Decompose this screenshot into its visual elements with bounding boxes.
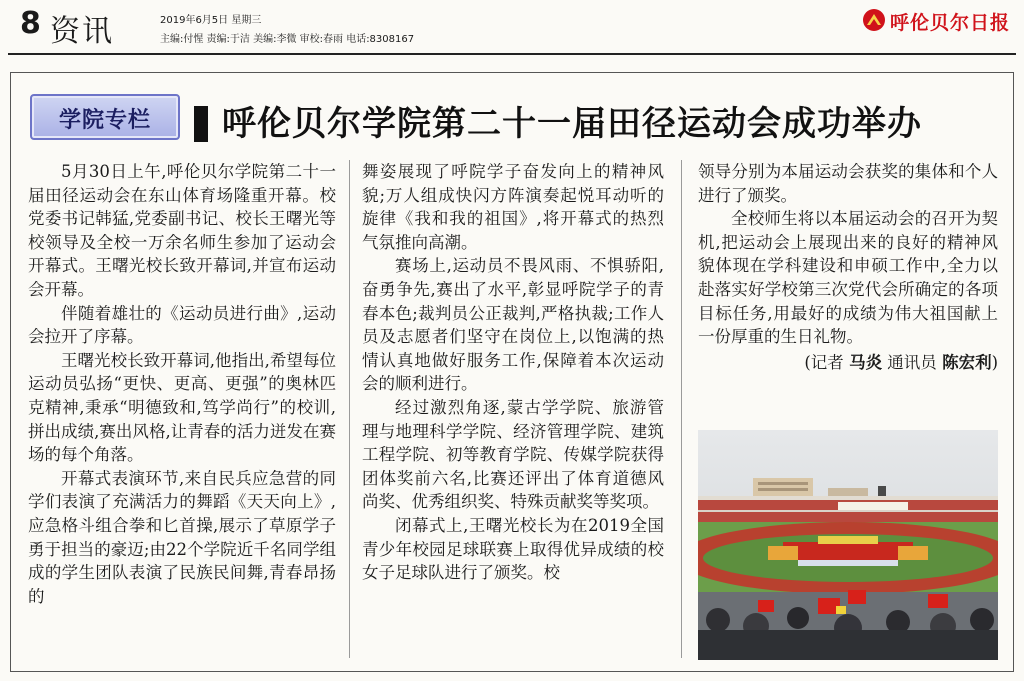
paragraph: 伴随着雄壮的《运动员进行曲》,运动会拉开了序幕。 — [28, 303, 336, 347]
byline-open: (记者 — [804, 352, 850, 372]
correspondent-name: 陈宏利 — [942, 352, 992, 372]
paragraph: 开幕式表演环节,来自民兵应急营的同学们表演了充满活力的舞蹈《天天向上》,应急格斗组合拳和匕首操,展示了草原学子勇于担当的豪迈;由22个学院近千名同学组成的学生团队表演了民族民间舞,青春昂扬的 — [28, 468, 336, 606]
article-byline — [698, 351, 998, 375]
article-column-3 — [698, 160, 998, 374]
stadium-opening-ceremony-photo — [698, 430, 998, 660]
newspaper-logo[interactable] — [862, 6, 1012, 36]
headline-marker — [194, 106, 208, 142]
paragraph: 领导分别为本届运动会获奖的集体和个人进行了颁奖。 — [698, 162, 998, 205]
paragraph: 闭幕式上,王曙光校长为在2019全国青少年校园足球联赛上取得优异成绩的校女子足球队进行了颁奖。校 — [362, 515, 664, 583]
section-name: 资讯 — [50, 14, 114, 49]
newspaper-name: 呼伦贝尔日报 — [890, 12, 1011, 34]
column-divider — [681, 160, 682, 658]
byline-middle: 通讯员 — [882, 352, 943, 372]
article-headline: 呼伦贝尔学院第二十一届田径运动会成功举办 — [222, 104, 922, 144]
column-tag-label: 学院专栏 — [58, 107, 151, 133]
paragraph: 王曙光校长致开幕词,他指出,希望每位运动员弘扬“更快、更高、更强”的奥林匹克精神,秉承“明德致和,笃学尚行”的校训,拼出成绩,赛出风格,让青春的活力迸发在赛场的每个角落。 — [28, 350, 336, 465]
reporter-name: 马炎 — [849, 352, 883, 372]
paragraph: 5月30日上午,呼伦贝尔学院第二十一届田径运动会在东山体育场隆重开幕。校党委书记韩猛,党委副书记、校长王曙光等校领导及全校一万余名师生参加了运动会开幕式。王曙光校长致开幕词,并宣布运动会开幕。 — [28, 162, 336, 299]
page-number: 8 — [20, 6, 41, 41]
paragraph: 经过激烈角逐,蒙古学学院、旅游管理与地理科学学院、经济管理学院、建筑工程学院、初等教育学院、传媒学院获得团体奖前六名,比赛还评出了体育道德风尚奖、优秀组织奖、特殊贡献奖等奖项。 — [362, 397, 664, 512]
article-column-1 — [28, 160, 336, 608]
issue-date: 2019年6月5日 星期三 — [160, 15, 262, 26]
article-column-2 — [362, 160, 664, 585]
header-divider — [8, 53, 1016, 55]
paragraph: 舞姿展现了呼院学子奋发向上的精神风貌;万人组成快闪方阵演奏起悦耳动听的旋律《我和我的祖国》,将开幕式的热烈气氛推向高潮。 — [362, 162, 664, 252]
paragraph: 全校师生将以本届运动会的召开为契机,把运动会上展现出来的良好的精神风貌体现在学科建设和申硕工作中,全力以赴落实好学校第三次党代会所确定的各项目标任务,用最好的成绩为伟大祖国献上一份厚重的生日礼物。 — [698, 209, 998, 347]
column-divider — [349, 160, 350, 658]
editorial-staff: 主编:付惺 责编:于洁 美编:李微 审校:春雨 电话:8308167 — [160, 34, 415, 45]
byline-close: ) — [991, 352, 998, 372]
column-tag — [30, 94, 180, 140]
newspaper-emblem-icon — [862, 8, 886, 32]
page-header — [0, 0, 1024, 52]
paragraph: 赛场上,运动员不畏风雨、不惧骄阳,奋勇争先,赛出了水平,彰显呼院学子的青春本色;裁判员公正裁判,严格执裁;工作人员及志愿者们坚守在岗位上,以饱满的热情认真地做好服务工作,保障着本次运动会的顺利进行。 — [362, 256, 664, 394]
photo-illustration — [698, 430, 998, 660]
